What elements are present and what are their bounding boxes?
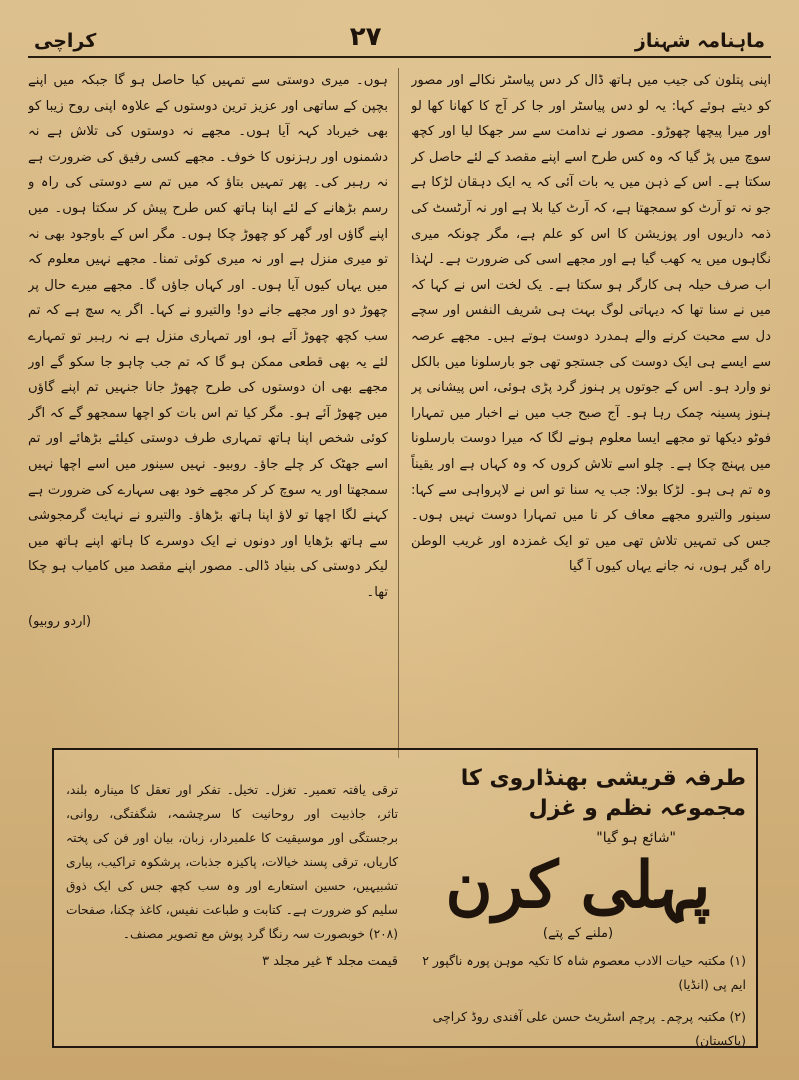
column-divider (398, 68, 399, 758)
article-column-left (28, 68, 388, 758)
ad-address: (۲) مکتبہ پرچم۔ پرچم اسٹریٹ حسن علی آفندی روڈ کراچی (پاکستان) (432, 1009, 746, 1048)
book-advertisement (52, 748, 758, 1048)
ad-availability-heading: (ملنے کے پتے) (542, 926, 614, 941)
ad-address: (۱) مکتبہ حیات الادب معصوم شاہ کا تکیہ موہن پورہ ناگپور ۲ ایم پی (انڈیا) (422, 953, 746, 992)
magazine-title: ماہنامہ شہناز (634, 30, 765, 52)
header-city: کراچی (34, 30, 97, 52)
ad-title-block (410, 764, 746, 1048)
ad-book-title: پہلی کرن (445, 848, 711, 923)
ad-price: قیمت مجلد ۴ غیر مجلد ۳ (262, 954, 398, 969)
article-body (28, 68, 771, 758)
ad-status: "شائع ہو گیا" (596, 830, 676, 846)
article-paragraph: اپنی پتلون کی جیب میں ہاتھ ڈال کر دس پیاسٹر نکالے اور مصور کو دیتے ہوئے کہا: یہ لو دس پیاسٹر اور جا کر آج کا کھانا کھا لو اور میرا پیچھا چھوڑو۔ مصور نے ندامت سے سر جھکا لیا اور کچھ سوچ میں پڑ گیا کہ وہ کس طرح اسے اپنے مقصد کے لئے حاصل کر سکتا ہے۔ اس کے ذہن میں یہ بات آئی کہ یہ ایک دہقان لڑکا ہے جو نہ تو آرٹ کو سمجھتا ہے، کہ آرٹ کیا بلا ہے اور نہ آرٹسٹ کی ذمہ داریوں اور پوزیشن کا اس کو علم ہے، مگر چونکہ میری نگاہوں میں یہ کھب گیا ہے اور مجھے اسی کی ضرورت ہے۔ لہٰذا اب صرف حیلہ ہی کارگر ہو سکتا ہے۔ یک لخت اس نے کہا کہ میں نے سنا تھا کہ دیہاتی لوگ بہت ہی شریف النفس اور سچے دل سے محبت کرنے والے ہمدرد دوست ہوتے ہیں۔ مجھے عرصہ سے ایسے ہی ایک دوست کی جستجو تھی جو بارسلونا میں بالکل نو وارد ہو۔ اس کے جوتوں پر ہنوز گرد پڑی ہوئی، اس پیشانی پر ہنوز پسینہ چمک رہا ہو۔ آج صبح جب میں نے اخبار میں تمہارا فوٹو دیکھا تو مجھے ایسا معلوم ہونے لگا کہ میرا دوست بارسلونا میں پہنچ چکا ہے۔ چلو اسے تلاش کروں کہ وہ کہاں ہے اور یقیناً وہ تم ہی ہو۔ لڑکا بولا: جب یہ سنا تو اس نے لاپرواہی سے کہا: سینور والتیرو مجھے معاف کر نا میں تمہارا دوست نہیں ہوں۔ جس کی تمہیں تلاش تھی میں تو ایک غمزدہ اور غریب الوطن راہ گیر ہوں، نہ جانے یہاں کیوں آ گیا (411, 73, 771, 575)
page-header (28, 14, 771, 58)
article-signoff: (اردو روبیو) (28, 614, 92, 630)
ad-description: ترقی یافتہ تعمیر۔ تغزل۔ تخیل۔ تفکر اور تعقل کا مینارہ بلند، تاثر، جاذبیت اور روحانیت کا سرچشمہ، شگفتگی، روانی، برجستگی اور موسیقیت کا علمبردار، زبان، بیان اور فن کی پختہ کاریاں، ترقی پسند خیالات، پاکیزہ جذبات، پرشکوہ تراکیب، پیاری تشبیہیں، حسین استعارے اور وہ سب کچھ جس کی ایک ذوق سلیم کو ضرورت ہے۔ کتابت و طباعت نفیس، کاغذ چکنا، صفحات (۲۰۸) خوبصورت سہ رنگا گرد پوش مع تصویر مصنف۔ (66, 783, 398, 941)
article-paragraph: ہوں۔ میری دوستی سے تمہیں کیا حاصل ہو گا جبکہ میں اپنے بچپن کے ساتھی اور عزیز ترین دوستوں کے علاوہ اپنی روح زیبا کو بھی خیرباد کہہ آیا ہوں۔ مجھے نہ دوستوں کی تلاش ہے نہ دشمنوں اور رہزنوں کا خوف۔ مجھے کسی رفیق کی ضرورت ہے نہ رہبر کی۔ پھر تمہیں بتاؤ کہ میں تم سے دوستی کی راہ و رسم بڑھانے کے لئے اپنا ہاتھ کس طرح پیش کر سکتا ہوں۔ میں اپنے گاؤں اور گھر کو چھوڑ چکا ہوں۔ مگر اس کے باوجود بھی نہ تو میری منزل ہے اور نہ میری کوئی تمنا۔ مجھے نہیں معلوم کہ میں یہاں کیوں آیا ہوں۔ اور کہاں جاؤں گا۔ مجھے میرے حال پر چھوڑ دو اور مجھے جانے دو! والتیرو نے کہا۔ اگر یہ سچ ہے کہ تم سب کچھ چھوڑ آئے ہو، اور تمہاری منزل ہے نہ رہبر تو تمہارے لئے یہ بھی قطعی ممکن ہو گا کہ تم جب چاہو جا سکو گے اور مجھے بھی ان دوستوں کی طرح چھوڑ جانا جنہیں تم اپنے گاؤں میں چھوڑ آئے ہو۔ مگر کیا تم اس بات کو اچھا سمجھو گے کہ اگر کوئی شخص اپنا ہاتھ تمہاری طرف دوستی کیلئے بڑھائے اور تم اسے جھٹک کر چلے جاؤ۔ روبیو۔ نہیں سینور میں اسے اچھا نہیں سمجھتا اور یہ سوچ کر کر مجھے خود بھی سہارے کی ضرورت ہے کہنے لگا اچھا تو لاؤ اپنا ہاتھ بڑھاؤ۔ والتیرو نے نہایت گرمجوشی سے ہاتھ بڑھایا اور دونوں نے ایک دوسرے کا ہاتھ اپنے ہاتھ میں لیکر دوستی کی بنیاد ڈالی۔ مصور اپنے مقصد میں کامیاب ہو چکا تھا۔ (28, 73, 388, 600)
ad-title: طرفہ قریشی بھنڈاروی کا مجموعہ نظم و غزل (460, 766, 746, 821)
page-number: ۲۷ (349, 22, 382, 52)
article-column-right (411, 68, 771, 758)
column-gap (388, 68, 411, 758)
ad-description-block (66, 778, 398, 1036)
